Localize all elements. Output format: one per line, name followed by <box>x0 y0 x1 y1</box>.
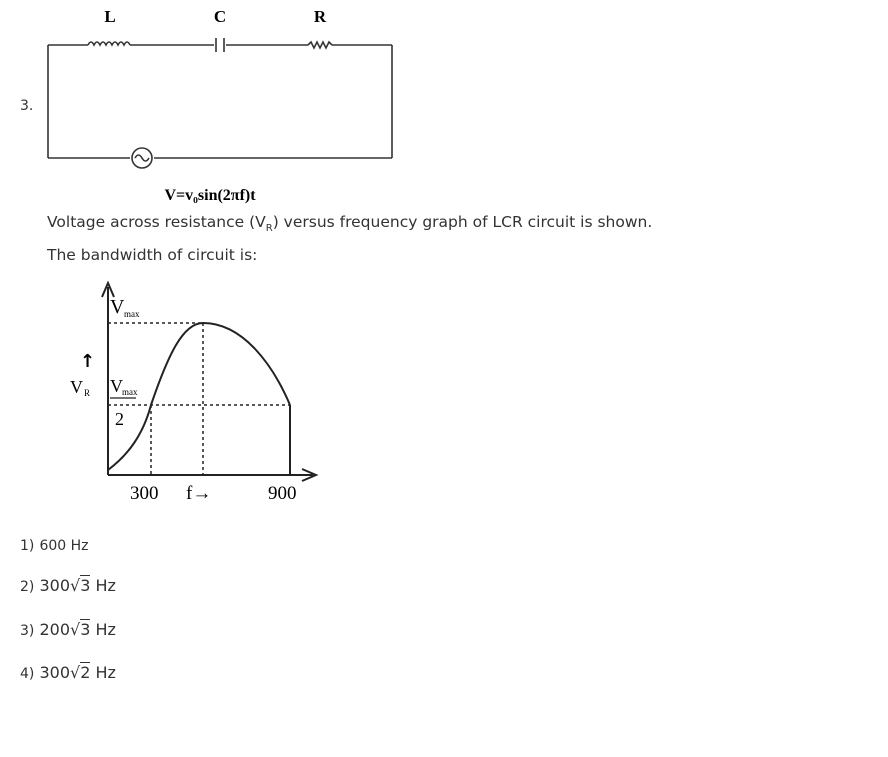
resistor-zigzag <box>308 42 332 48</box>
vmax-sub: max <box>124 309 140 319</box>
half-vmax-den: 2 <box>115 409 124 429</box>
option-4[interactable]: 4) 300√2 Hz <box>20 663 116 682</box>
option-2[interactable]: 2) 300√3 Hz <box>20 576 116 595</box>
y-arrow-icon: ↑ <box>80 351 96 372</box>
y-axis-sub: R <box>84 388 91 398</box>
inductor-coil <box>88 42 130 45</box>
half-vmax-label: V <box>110 376 123 396</box>
vmax-label: V <box>110 296 125 318</box>
question-stem-line2: The bandwidth of circuit is: <box>47 246 258 264</box>
question-number: 3. <box>20 98 34 114</box>
x-tick-300: 300 <box>130 483 159 504</box>
x-axis-label: f→ <box>186 483 212 504</box>
option-1[interactable]: 1) 600 Hz <box>20 538 89 554</box>
resistor-label: R <box>313 7 327 26</box>
capacitor-label: C <box>213 7 227 26</box>
option-3[interactable]: 3) 200√3 Hz <box>20 620 116 639</box>
question-stem: Voltage across resistance $(V_R)$ versus frequency graph of LCR circuit is shown. <box>47 213 653 235</box>
lcr-circuit-diagram <box>40 0 400 210</box>
half-vmax-sub: max <box>122 387 138 397</box>
x-tick-900: 900 <box>268 483 297 504</box>
inductor-label: L <box>104 7 116 26</box>
vr-vs-frequency-graph <box>58 275 330 507</box>
source-equation: V=v₀sin(2πf)t <box>164 187 256 204</box>
y-axis-label: V <box>70 377 83 397</box>
